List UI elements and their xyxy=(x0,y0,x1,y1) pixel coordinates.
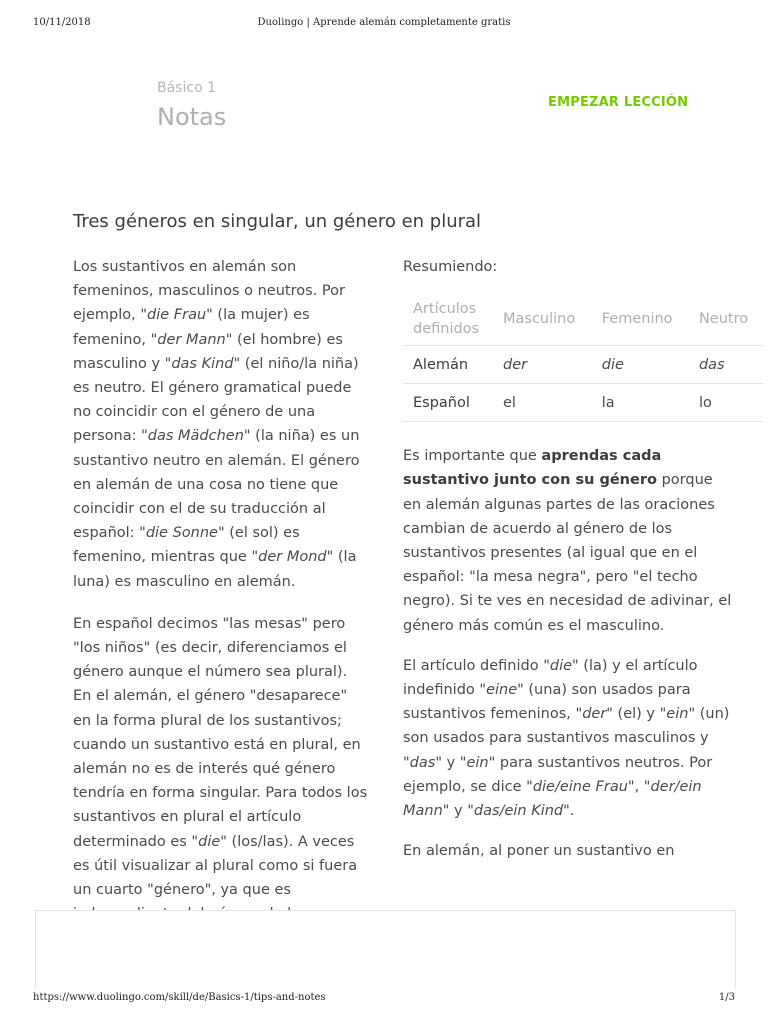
table-cell: der xyxy=(493,346,592,384)
table-header-cell: Femenino xyxy=(592,293,689,346)
example-word: die xyxy=(198,833,221,850)
print-header xyxy=(33,17,735,31)
example-word: die/eine Frau xyxy=(532,778,628,795)
table-row xyxy=(403,346,763,384)
example-word: das/ein Kind xyxy=(473,803,564,820)
example-word: das xyxy=(409,754,436,771)
left-paragraph-1 xyxy=(73,255,369,594)
text-run: " (la luna) es masculino en alemán. xyxy=(73,549,357,590)
text-run: " (la mujer) es femenino, " xyxy=(73,307,310,348)
table-cell: das xyxy=(689,346,763,384)
right-paragraph-3: En alemán, al poner un sustantivo en xyxy=(403,843,675,860)
table-row xyxy=(403,384,763,422)
right-paragraph-1 xyxy=(403,444,735,638)
example-word: der Mann xyxy=(157,331,226,348)
table-cell: el xyxy=(493,384,592,422)
table-cell: lo xyxy=(689,384,763,422)
start-lesson-button[interactable]: EMPEZAR LECCIÓN xyxy=(548,95,689,110)
example-word: die Frau xyxy=(147,307,207,324)
table-cell: die xyxy=(592,346,689,384)
right-column xyxy=(403,255,749,910)
example-word: der/ein Mann xyxy=(403,778,702,820)
text-run: " (una) son usados para sustantivos femeninos, " xyxy=(403,682,691,723)
skill-kicker: Básico 1 xyxy=(157,80,216,96)
example-word: die Sonne xyxy=(145,525,218,542)
text-run: El artículo definido " xyxy=(403,657,550,674)
text-run: ", " xyxy=(627,778,651,795)
print-footer xyxy=(33,992,735,1006)
emphasis-text: aprendas cada sustantivo junto con su género xyxy=(403,448,662,489)
table-cell: Español xyxy=(403,384,493,422)
example-word: ein xyxy=(666,706,689,723)
table-header-cell: Artículos definidos xyxy=(403,293,493,346)
example-word: der Mond xyxy=(258,549,327,566)
print-page-number: 1/3 xyxy=(718,992,735,1003)
text-run: " (un) son usados para sustantivos masculinos y " xyxy=(403,706,730,771)
text-run: Los sustantivos en alemán son femeninos, masculinos o neutros. Por ejemplo, " xyxy=(73,259,345,324)
text-run: " (el hombre) es masculino y " xyxy=(73,331,343,372)
print-page-title: Duolingo | Aprende alemán completamente gratis xyxy=(257,17,511,28)
example-word: ein xyxy=(466,754,489,771)
section-title: Tres géneros en singular, un género en plural xyxy=(73,211,482,232)
text-run: " y " xyxy=(435,754,467,771)
text-run: Es importante que xyxy=(403,448,542,465)
text-run: En español decimos "las mesas" pero "los niños" (es decir, diferenciamos el género aunque el número sea plural). En el alemán, el género "desaparece" en la forma plural de los sustantivos; cuando un sustantivo está en plural, en alemán no es de interés qué género tendría en forma singular. Para todos los sustantivos en plural el artículo determinado es " xyxy=(73,615,368,850)
bottom-card xyxy=(35,910,736,989)
text-run: " (la) y el artículo indefinido " xyxy=(403,657,698,699)
left-paragraph-2 xyxy=(73,612,369,927)
text-run: " (la niña) es un sustantivo neutro en alemán. El género en alemán de una cosa no tiene que coincidir con el de su traducción al español: " xyxy=(73,428,360,542)
text-run: ". xyxy=(563,803,575,820)
text-run: " (el niño/la niña) es neutro. El género gramatical puede no coincidir con el género de una persona: " xyxy=(73,355,359,445)
example-word: die xyxy=(549,657,573,674)
example-word: der xyxy=(582,706,607,723)
left-column xyxy=(73,255,369,910)
print-date: 10/11/2018 xyxy=(33,17,91,28)
example-word: das Kind xyxy=(171,355,234,372)
page-title: Notas xyxy=(157,103,227,131)
table-cell: la xyxy=(592,384,689,422)
text-run: " (los/las). A veces es útil visualizar al plural como si fuera un cuarto "género", ya que es xyxy=(73,833,358,899)
table-cell: Alemán xyxy=(403,346,493,384)
example-word: eine xyxy=(486,682,518,699)
text-run: " y " xyxy=(442,803,474,820)
table-header-cell: Masculino xyxy=(493,293,592,346)
right-paragraph-2 xyxy=(403,654,735,823)
text-run: " (el sol) es femenino, mientras que " xyxy=(73,525,300,566)
example-word: das Mädchen xyxy=(147,428,244,445)
print-url: https://www.duolingo.com/skill/de/Basics-1/tips-and-notes xyxy=(33,992,326,1003)
summary-label: Resumiendo: xyxy=(403,259,498,275)
text-run: " (el) y " xyxy=(606,706,667,723)
text-run: " para sustantivos neutros. Por ejemplo, se dice " xyxy=(403,754,713,795)
table-header-cell: Neutro xyxy=(689,293,763,346)
text-run: porque en alemán algunas partes de las oraciones cambian de acuerdo al género de los sustantivos presentes (al igual que en el español: "la mesa negra", pero "el techo negro). Si te ves en necesidad de adivinar, el género más común es el masculino. xyxy=(403,472,732,634)
table-header-row xyxy=(403,293,763,346)
articles-table xyxy=(403,293,763,422)
